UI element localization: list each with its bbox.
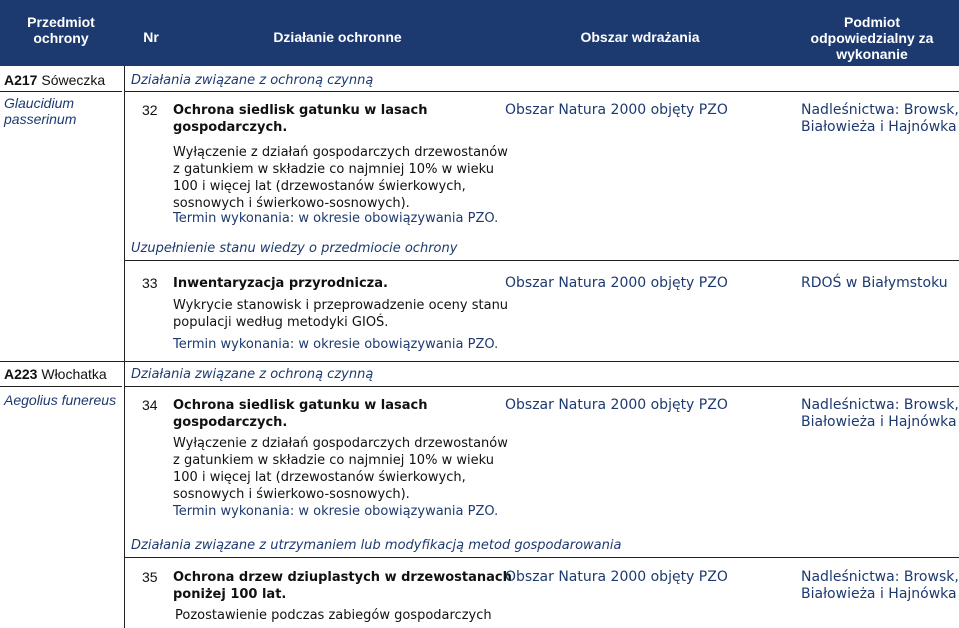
species-divider — [0, 91, 122, 92]
species-divider — [0, 361, 959, 362]
resp-line: Białowieża i Hajnówka — [801, 414, 957, 430]
species-code: A217 — [4, 72, 38, 88]
title-line: Ochrona siedlisk gatunku w lasach — [173, 398, 428, 413]
header-subject-label: Przedmiot ochrony — [27, 14, 95, 46]
resp-line: Białowieża i Hajnówka — [801, 119, 957, 135]
action-responsible — [801, 569, 959, 603]
desc-line: Wyłączenie z działań gospodarczych drzewostanów — [173, 436, 508, 451]
species-divider — [0, 386, 122, 387]
resp-line: Nadleśnictwa: Browsk, — [801, 397, 959, 413]
action-responsible: RDOŚ w Białymstoku — [801, 275, 948, 291]
action-title — [173, 569, 512, 603]
action-term: Termin wykonania: w okresie obowiązywania PZO. — [173, 337, 499, 352]
action-description — [175, 607, 492, 624]
header-nr: Nr — [143, 29, 159, 45]
desc-line: 100 i więcej lat (drzewostanów świerkowych, — [173, 179, 466, 194]
action-responsible — [801, 102, 959, 136]
section-divider — [124, 260, 959, 261]
action-title — [173, 397, 428, 431]
action-description — [173, 297, 508, 331]
column-divider — [124, 66, 125, 361]
action-term: Termin wykonania: w okresie obowiązywania PZO. — [173, 211, 499, 226]
title-line: Ochrona drzew dziuplastych w drzewostanach — [173, 570, 512, 585]
desc-line: populacji według metodyki GIOŚ. — [173, 315, 389, 330]
section-divider — [124, 386, 959, 387]
desc-line: 100 i więcej lat (drzewostanów świerkowych, — [173, 470, 466, 485]
desc-line: sosnowych i świerkowo-sosnowych). — [173, 196, 410, 211]
action-responsible — [801, 397, 959, 431]
action-term: Termin wykonania: w okresie obowiązywania PZO. — [173, 504, 499, 519]
section-header: Działania związane z utrzymaniem lub modyfikacją metod gospodarowania — [131, 538, 622, 553]
species-name — [4, 366, 107, 383]
table-header — [0, 0, 959, 66]
action-area: Obszar Natura 2000 objęty PZO — [505, 275, 728, 291]
action-number: 35 — [142, 569, 158, 585]
header-action: Działanie ochronne — [273, 29, 402, 45]
latin-line: Glaucidium — [4, 95, 75, 111]
desc-line: z gatunkiem w składzie co najmniej 10% w wieku — [173, 162, 494, 177]
latin-line: passerinum — [4, 111, 77, 127]
action-area: Obszar Natura 2000 objęty PZO — [505, 397, 728, 413]
header-area: Obszar wdrażania — [580, 29, 700, 45]
desc-line: Wyłączenie z działań gospodarczych drzewostanów — [173, 145, 508, 160]
column-divider — [124, 361, 125, 628]
resp-line: Nadleśnictwa: Browsk, — [801, 569, 959, 585]
action-number: 33 — [142, 275, 158, 291]
action-description — [173, 144, 508, 212]
desc-line: z gatunkiem w składzie co najmniej 10% w wieku — [173, 453, 494, 468]
title-line: Ochrona siedlisk gatunku w lasach — [173, 103, 428, 118]
species-latin-name: Aegolius funereus — [4, 392, 117, 408]
action-title — [173, 102, 428, 136]
action-title: Inwentaryzacja przyrodnicza. — [173, 276, 388, 291]
header-subject — [0, 14, 122, 46]
title-line: gospodarczych. — [173, 120, 288, 135]
section-header: Działania związane z ochroną czynną — [131, 73, 374, 88]
section-divider — [124, 557, 959, 558]
species-code: A223 — [4, 366, 38, 382]
title-line: poniżej 100 lat. — [173, 587, 287, 602]
desc-line: sosnowych i świerkowo-sosnowych). — [173, 487, 410, 502]
species-common-name: Sóweczka — [37, 72, 106, 88]
desc-line: Wykrycie stanowisk i przeprowadzenie oceny stanu — [173, 298, 509, 313]
species-common-name: Włochatka — [37, 366, 107, 382]
action-number: 32 — [142, 102, 158, 118]
species-latin-name — [4, 95, 76, 127]
action-description — [173, 435, 508, 503]
resp-line: Nadleśnictwa: Browsk, — [801, 102, 959, 118]
action-area: Obszar Natura 2000 objęty PZO — [505, 569, 728, 585]
title-line: gospodarczych. — [173, 415, 288, 430]
action-number: 34 — [142, 397, 158, 413]
header-responsible: Podmiot odpowiedzialny za wykonanie — [810, 14, 934, 62]
section-header: Uzupełnienie stanu wiedzy o przedmiocie ochrony — [131, 241, 458, 256]
action-area: Obszar Natura 2000 objęty PZO — [505, 102, 728, 118]
desc-line: Pozostawienie podczas zabiegów gospodarczych — [175, 608, 492, 623]
resp-line: Białowieża i Hajnówka — [801, 586, 957, 602]
section-header: Działania związane z ochroną czynną — [131, 367, 374, 382]
species-name — [4, 72, 105, 89]
section-divider — [124, 91, 959, 92]
